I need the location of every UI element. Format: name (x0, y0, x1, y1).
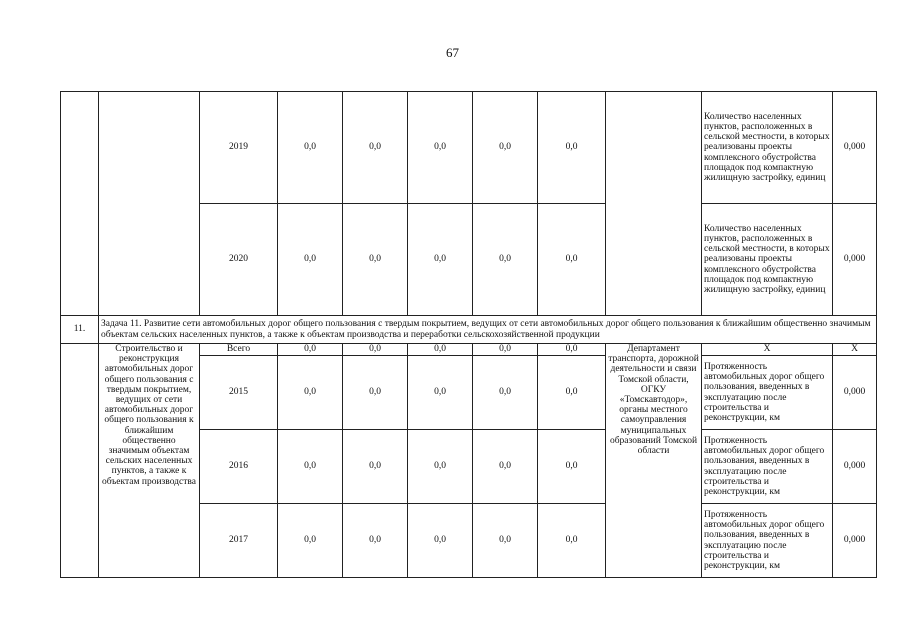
value-cell: 0,0 (473, 356, 538, 430)
indicator-value-cell: Х (833, 344, 877, 356)
task-description: Задача 11. Развитие сети автомобильных дорог общего пользования с твердым покрытием, ведущих от сети автомобильных дорог общего пользования к ближайшим общественно значимым объектам сельских населенных пунктов, а также к объектам производства и переработки сельскохозяйственной продукции (99, 316, 877, 344)
value-cell: 0,0 (278, 504, 343, 578)
value-cell: 0,0 (473, 344, 538, 356)
executor-cell (606, 92, 702, 316)
table-row (61, 92, 877, 204)
value-cell: 0,0 (538, 204, 606, 316)
measure-name-cell: Строительство и реконструкция автомобильных дорог общего пользования с твердым покрытием, ведущих от сети автомобильных дорог общего пользования к ближайшим общественно значимым объектам сельских населенных пунктов, а также к объектам производства (99, 344, 200, 578)
value-cell: 0,0 (343, 344, 408, 356)
value-cell: 0,0 (538, 344, 606, 356)
program-table (60, 91, 877, 578)
value-cell: 0,0 (343, 356, 408, 430)
year-cell: 2015 (200, 356, 278, 430)
value-cell: 0,0 (538, 356, 606, 430)
measure-name-cell (99, 92, 200, 316)
value-cell: 0,0 (343, 430, 408, 504)
year-cell: 2016 (200, 430, 278, 504)
value-cell: 0,0 (343, 204, 408, 316)
indicator-cell: Протяженность автомобильных дорог общего пользования, введенных в эксплуатацию после строительства и реконструкции, км (702, 430, 833, 504)
year-cell: 2020 (200, 204, 278, 316)
indicator-value-cell: 0,000 (833, 504, 877, 578)
value-cell: 0,0 (408, 344, 473, 356)
indicator-value-cell: 0,000 (833, 356, 877, 430)
task-row (61, 316, 877, 344)
indicator-cell: Протяженность автомобильных дорог общего пользования, введенных в эксплуатацию после строительства и реконструкции, км (702, 356, 833, 430)
value-cell: 0,0 (473, 430, 538, 504)
value-cell: 0,0 (473, 204, 538, 316)
value-cell: 0,0 (278, 92, 343, 204)
value-cell: 0,0 (343, 92, 408, 204)
value-cell: 0,0 (278, 204, 343, 316)
indicator-value-cell: 0,000 (833, 92, 877, 204)
value-cell: 0,0 (538, 92, 606, 204)
value-cell: 0,0 (408, 92, 473, 204)
value-cell: 0,0 (278, 344, 343, 356)
indicator-cell: Протяженность автомобильных дорог общего пользования, введенных в эксплуатацию после строительства и реконструкции, км (702, 504, 833, 578)
value-cell: 0,0 (278, 356, 343, 430)
indicator-value-cell: 0,000 (833, 204, 877, 316)
indicator-cell: Количество населенных пунктов, расположенных в сельской местности, в которых реализованы проекты комплексного обустройства площадок под компактную жилищную застройку, единиц (702, 92, 833, 204)
value-cell: 0,0 (343, 504, 408, 578)
value-cell: 0,0 (473, 92, 538, 204)
page-number: 67 (446, 45, 459, 60)
row-number-cell (61, 92, 99, 316)
row-number-cell (61, 344, 99, 578)
task-number: 11. (61, 316, 99, 344)
value-cell: 0,0 (408, 204, 473, 316)
year-cell: 2017 (200, 504, 278, 578)
value-cell: 0,0 (278, 430, 343, 504)
total-label-cell: Всего (200, 344, 278, 356)
value-cell: 0,0 (408, 430, 473, 504)
executor-cell: Департамент транспорта, дорожной деятельности и связи Томской области, ОГКУ «Томскавтодор», органы местного самоуправления муниципальных образований Томской области (606, 344, 702, 578)
value-cell: 0,0 (408, 356, 473, 430)
table-row (61, 344, 877, 356)
year-cell: 2019 (200, 92, 278, 204)
value-cell: 0,0 (408, 504, 473, 578)
value-cell: 0,0 (473, 504, 538, 578)
indicator-cell: Х (702, 344, 833, 356)
value-cell: 0,0 (538, 504, 606, 578)
indicator-value-cell: 0,000 (833, 430, 877, 504)
value-cell: 0,0 (538, 430, 606, 504)
indicator-cell: Количество населенных пунктов, расположенных в сельской местности, в которых реализованы проекты комплексного обустройства площадок под компактную жилищную застройку, единиц (702, 204, 833, 316)
